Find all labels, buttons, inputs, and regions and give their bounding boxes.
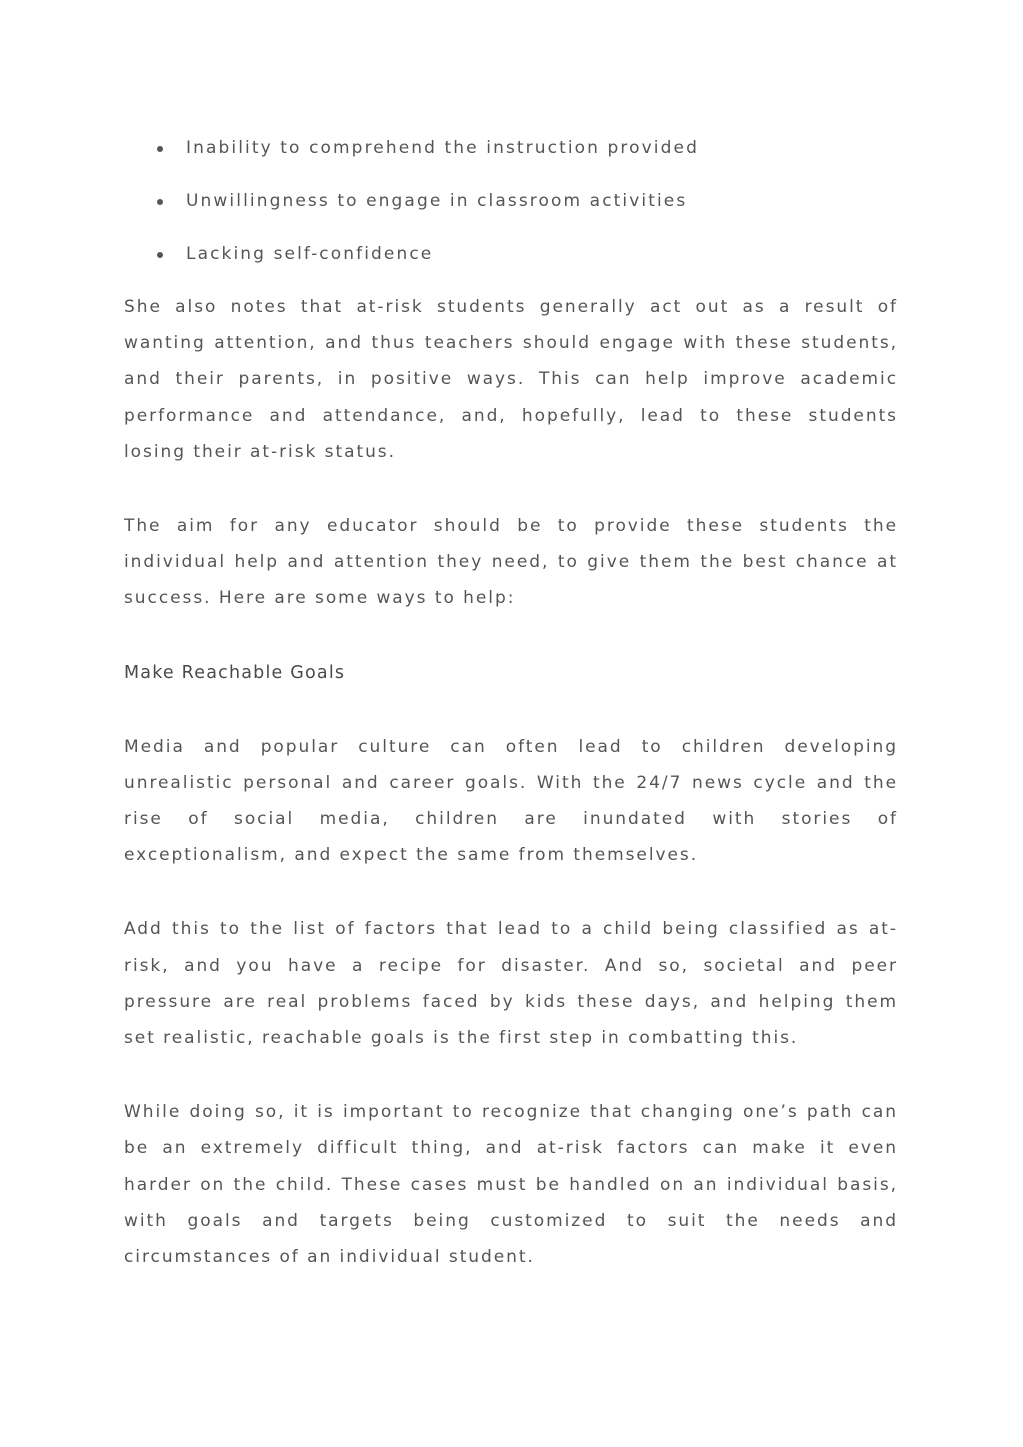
paragraph-attention: She also notes that at-risk students generally act out as a result of wanting attention, and thus teachers should engage with these students, and their parents, in positive ways. This can help improve academic performance and attendance, and, hopefully, lead to these students losing their at-risk status.: [124, 297, 898, 462]
list-item: Inability to comprehend the instruction provided: [124, 130, 898, 166]
section-heading: Make Reachable Goals: [124, 662, 346, 683]
risk-factor-list: [124, 130, 898, 272]
paragraph-educator-aim: The aim for any educator should be to provide these students the individual help and attention they need, to give them the best chance at success. Here are some ways to help:: [124, 516, 898, 609]
paragraph-individual-basis: While doing so, it is important to recognize that changing one’s path can be an extremely difficult thing, and at-risk factors can make it even harder on the child. These cases must be handled on an individual basis, with goals and targets being customized to suit the needs and circumstances of an individual student.: [124, 1102, 898, 1268]
paragraph-peer-pressure: Add this to the list of factors that lead to a child being classified as at-risk, and you have a recipe for disaster. And so, societal and peer pressure are real problems faced by kids these days, and helping them set realistic, reachable goals is the first step in combatting this.: [124, 919, 898, 1049]
list-item: Lacking self-confidence: [124, 236, 898, 272]
document-page: [124, 130, 898, 1313]
paragraph-media-culture: Media and popular culture can often lead to children developing unrealistic personal and career goals. With the 24/7 news cycle and the rise of social media, children are inundated with stories of exceptionalism, and expect the same from themselves.: [124, 736, 898, 866]
list-item: Unwillingness to engage in classroom activities: [124, 183, 898, 219]
